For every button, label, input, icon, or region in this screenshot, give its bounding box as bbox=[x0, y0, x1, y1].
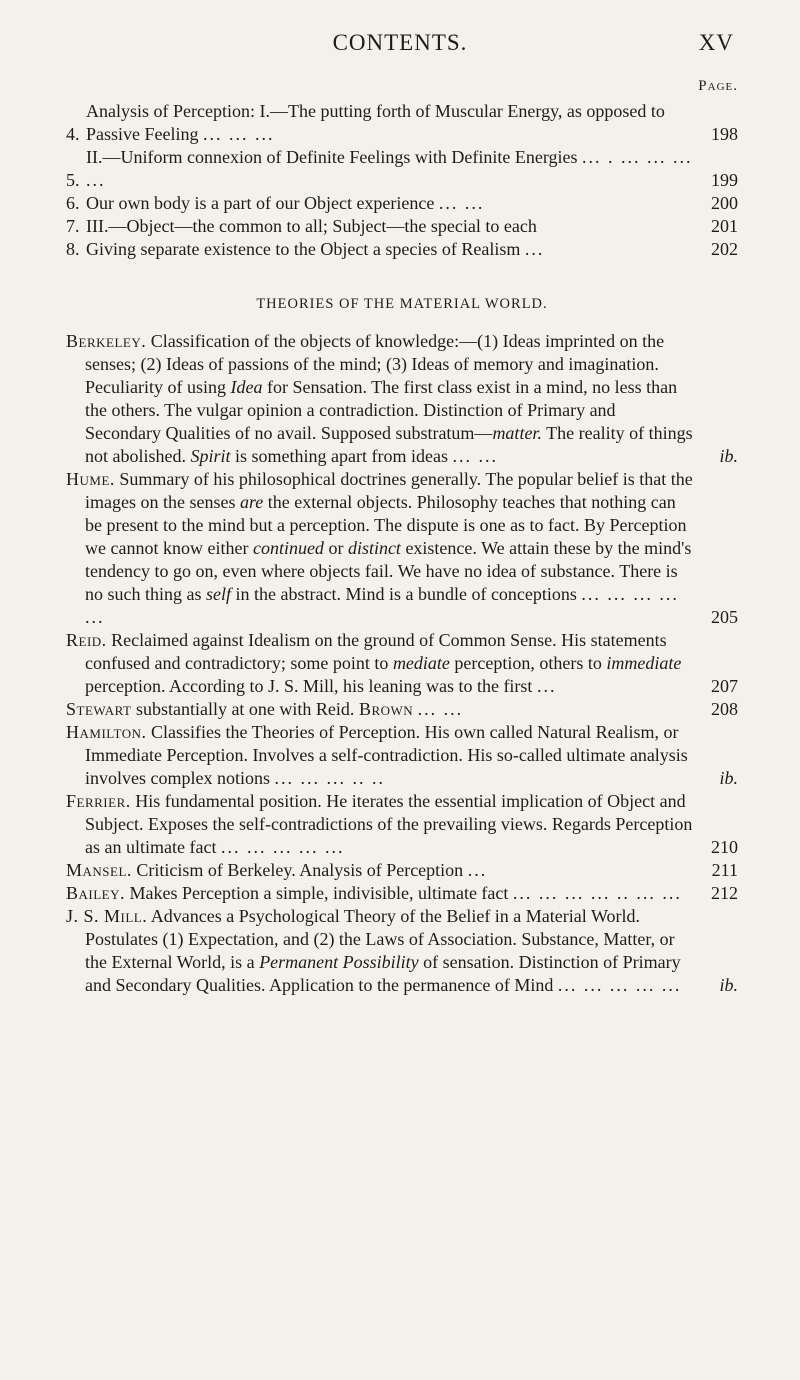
italic-term: Idea bbox=[230, 377, 263, 397]
entry-page: 200 bbox=[711, 193, 738, 213]
entry-page: ib. bbox=[719, 768, 738, 788]
entry-page: 211 bbox=[711, 860, 738, 880]
italic-term: immediate bbox=[606, 653, 682, 673]
subsection-author: Brown bbox=[358, 699, 414, 719]
italic-term: distinct bbox=[347, 538, 401, 558]
entry-page: ib. bbox=[719, 975, 738, 995]
entry-number: 5. bbox=[66, 170, 80, 190]
leader-dots: ... ... ... ... ... bbox=[557, 975, 682, 995]
italic-term: self bbox=[206, 584, 231, 604]
numbered-entries bbox=[66, 100, 738, 261]
italic-term: matter. bbox=[492, 423, 542, 443]
toc-subsection bbox=[66, 330, 738, 468]
entry-page: 201 bbox=[711, 216, 738, 236]
subsection-author: Ferrier. bbox=[66, 791, 131, 811]
leader-dots: ... bbox=[536, 676, 557, 696]
subsection-text: Hume. Summary of his philosophical doctrines generally. The popular belief is that the images on the senses are the external objects. Philosophy teaches that nothing can be present to the mind but a perception. The dispute is one as to fact. By Perception we cannot know either continued or distinct existence. We attain these by the mind's tendency to go on, even where objects fail. We have no idea of substance. There is no such thing as self in the abstract. Mind is a bundle of conceptions ... ... ... ... ... bbox=[66, 469, 693, 627]
toc-subsection bbox=[66, 882, 738, 905]
contents-list bbox=[66, 100, 738, 997]
entry-number: 7. bbox=[66, 216, 80, 236]
entry-page: 199 bbox=[711, 170, 738, 190]
entry-page: 205 bbox=[711, 607, 738, 627]
subsection-author: Hume. bbox=[66, 469, 115, 489]
toc-entry bbox=[66, 215, 738, 238]
entry-text: III.—Object—the common to all; Subject—the special to each bbox=[86, 216, 537, 236]
leader-dots: ... ... bbox=[417, 699, 464, 719]
entry-page: 210 bbox=[711, 837, 738, 857]
entry-number: 8. bbox=[66, 239, 80, 259]
entry-text: Our own body is a part of our Object experience ... ... bbox=[86, 193, 485, 213]
subsection-author: Berkeley. bbox=[66, 331, 147, 351]
leader-dots: ... . ... ... ... ... bbox=[86, 147, 693, 190]
subsection-text: Hamilton. Classifies the Theories of Perception. His own called Natural Realism, or Immediate Perception. Involves a self-contradiction. His so-called ultimate analysis involves complex notions ... ... ... .. .. bbox=[66, 722, 688, 788]
italic-term: Permanent Possibility bbox=[259, 952, 419, 972]
subsection-author: J. S. Mill. bbox=[66, 906, 148, 926]
italic-term: Spirit bbox=[190, 446, 231, 466]
subsection-text: Reid. Reclaimed against Idealism on the ground of Common Sense. His statements confused and contradictory; some point to mediate perception, others to immediate perception. According to J. S. Mill, his leaning was to the first ... bbox=[66, 630, 682, 696]
entry-text: Analysis of Perception: I.—The putting forth of Muscular Energy, as opposed to Passive Feeling ... ... ... bbox=[86, 101, 665, 144]
toc-entry bbox=[66, 146, 738, 192]
italic-term: continued bbox=[252, 538, 324, 558]
toc-entry bbox=[66, 238, 738, 261]
entry-text: II.—Uniform connexion of Definite Feelings with Definite Energies ... . ... ... ... ... bbox=[86, 147, 693, 190]
leader-dots: ... bbox=[524, 239, 545, 259]
subsection-entries bbox=[66, 330, 738, 997]
subsection-author: Mansel. bbox=[66, 860, 132, 880]
running-head bbox=[0, 30, 800, 60]
subsection-text: Mansel. Criticism of Berkeley. Analysis of Perception ... bbox=[66, 860, 488, 880]
subsection-text: Ferrier. His fundamental position. He iterates the essential implication of Object and Subject. Exposes the self-contradictions of the prevailing views. Regards Perception as an ultimate fact ... ... ... ... ... bbox=[66, 791, 693, 857]
leader-dots: ... ... ... ... ... bbox=[85, 584, 679, 627]
leader-dots: ... bbox=[467, 860, 488, 880]
entry-page: 207 bbox=[711, 676, 738, 696]
entry-text: Giving separate existence to the Object a species of Realism ... bbox=[86, 239, 545, 259]
entry-number: 6. bbox=[66, 193, 80, 213]
subsection-text: Berkeley. Classification of the objects of knowledge:—(1) Ideas imprinted on the senses; (2) Ideas of passions of the mind; (3) Ideas of memory and imagination. Peculiarity of using Idea for Sensation. The first class exist in a mind, no less than the others. The vulgar opinion a contradiction. Distinction of Primary and Secondary Qualities of no avail. Supposed substratum—matter. The reality of things not abolished. Spirit is something apart from ideas ... ... bbox=[66, 331, 693, 466]
running-title: CONTENTS. bbox=[332, 30, 468, 55]
subsection-text: Bailey. Makes Perception a simple, indivisible, ultimate fact ... ... ... ... .. ... ... bbox=[66, 883, 682, 903]
leader-dots: ... ... ... .. .. bbox=[274, 768, 385, 788]
entry-page: ib. bbox=[719, 446, 738, 466]
page-column-label: Page. bbox=[698, 78, 738, 94]
subsection-author: Reid. bbox=[66, 630, 107, 650]
entry-page: 198 bbox=[711, 124, 738, 144]
leader-dots: ... ... bbox=[452, 446, 498, 466]
subsection-text: Stewart substantially at one with Reid. Brown ... ... bbox=[66, 699, 464, 719]
italic-term: mediate bbox=[392, 653, 450, 673]
toc-subsection bbox=[66, 790, 738, 859]
subsection-text: J. S. Mill. Advances a Psychological Theory of the Belief in a Material World. Postulates (1) Expectation, and (2) the Laws of Association. Substance, Matter, or the External World, is a Permanent Possibility of sensation. Distinction of Primary and Secondary Qualities. Application to the permanence of Mind ... ... ... ... ... bbox=[66, 906, 682, 995]
entry-page: 202 bbox=[711, 239, 738, 259]
toc-entry bbox=[66, 100, 738, 146]
subsection-author: Stewart bbox=[66, 699, 132, 719]
italic-term: are bbox=[239, 492, 264, 512]
toc-entry bbox=[66, 192, 738, 215]
leader-dots: ... ... bbox=[438, 193, 485, 213]
toc-subsection bbox=[66, 859, 738, 882]
leader-dots: ... ... ... ... .. ... ... bbox=[512, 883, 682, 903]
toc-subsection bbox=[66, 468, 738, 629]
toc-subsection bbox=[66, 698, 738, 721]
leader-dots: ... ... ... ... ... bbox=[220, 837, 345, 857]
entry-page: 212 bbox=[711, 883, 738, 903]
entry-number: 4. bbox=[66, 124, 80, 144]
leader-dots: ... ... ... bbox=[203, 124, 275, 144]
toc-subsection bbox=[66, 721, 738, 790]
subsection-author: Bailey. bbox=[66, 883, 125, 903]
page-folio: XV bbox=[698, 30, 734, 55]
toc-subsection bbox=[66, 629, 738, 698]
subsection-author: Hamilton. bbox=[66, 722, 147, 742]
toc-subsection bbox=[66, 905, 738, 997]
section-title: THEORIES OF THE MATERIAL WORLD. bbox=[256, 296, 548, 312]
entry-page: 208 bbox=[711, 699, 738, 719]
